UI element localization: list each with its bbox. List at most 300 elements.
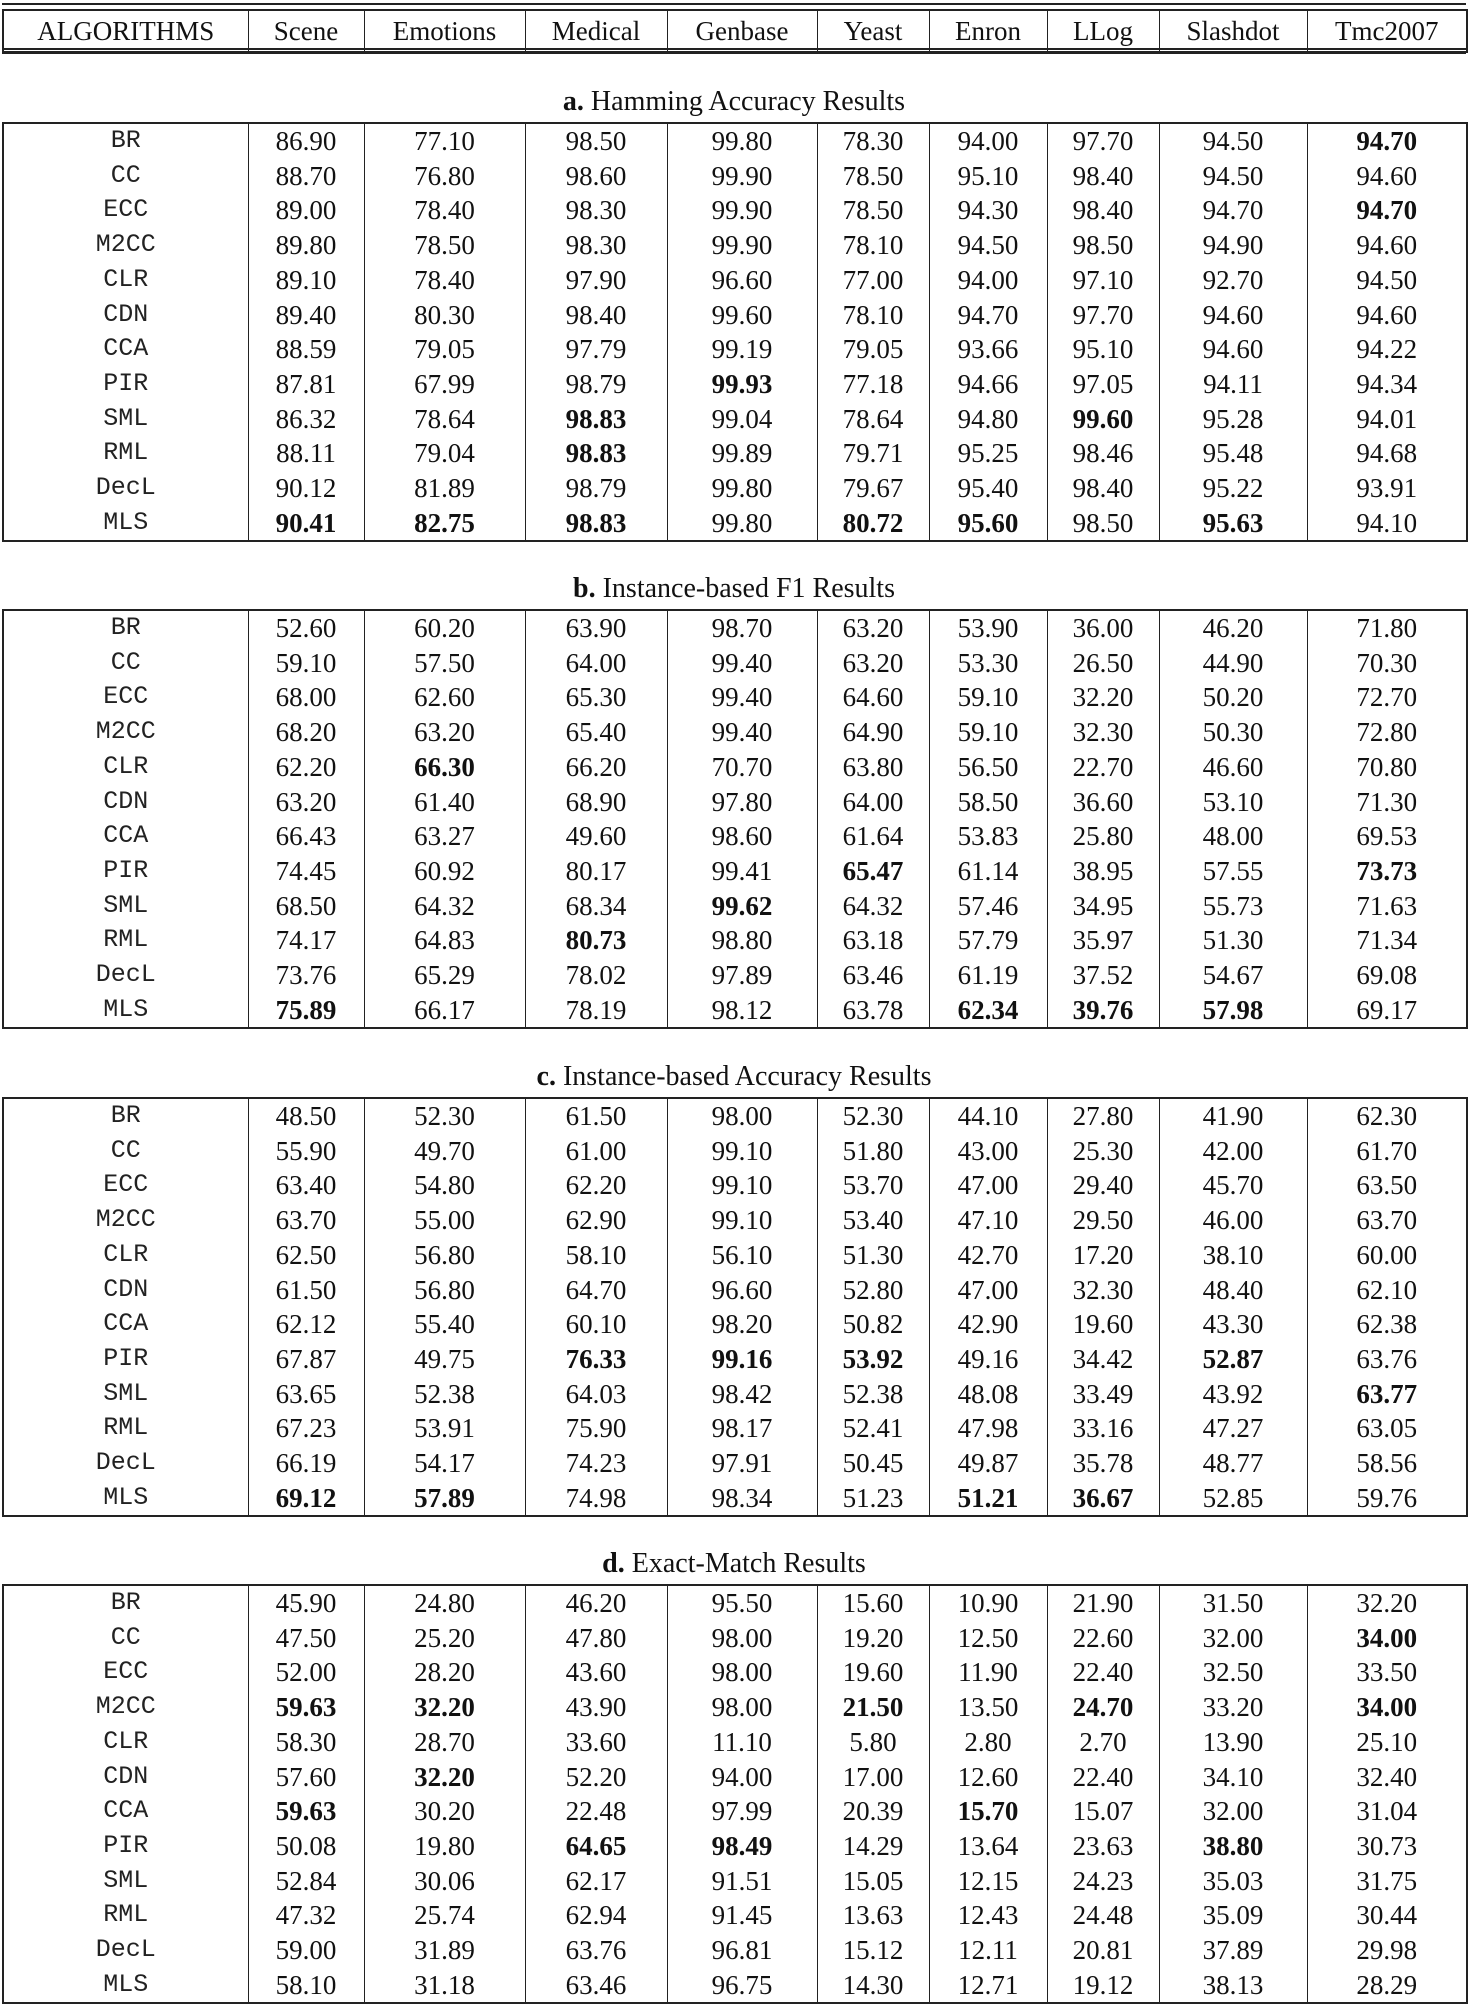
metric-cell: 96.81 xyxy=(667,1933,817,1968)
metric-cell: 68.90 xyxy=(525,785,667,820)
metric-cell: 67.23 xyxy=(248,1411,364,1446)
metric-cell: 64.70 xyxy=(525,1273,667,1308)
metric-cell: 63.27 xyxy=(364,819,525,854)
algorithm-name: RML xyxy=(3,1411,248,1446)
metric-cell: 52.38 xyxy=(817,1377,929,1412)
metric-cell: 76.33 xyxy=(525,1342,667,1377)
metric-cell: 63.90 xyxy=(525,610,667,646)
metric-cell: 94.70 xyxy=(1307,123,1467,159)
metric-cell: 99.80 xyxy=(667,123,817,159)
metric-cell: 78.10 xyxy=(817,228,929,263)
metric-cell: 31.04 xyxy=(1307,1794,1467,1829)
metric-cell: 70.30 xyxy=(1307,646,1467,681)
metric-cell: 43.92 xyxy=(1159,1377,1307,1412)
header-slashdot: Slashdot xyxy=(1159,10,1307,52)
header-algorithms: ALGORITHMS xyxy=(3,10,248,52)
metric-cell: 63.77 xyxy=(1307,1377,1467,1412)
metric-cell: 49.87 xyxy=(929,1446,1047,1481)
metric-cell: 97.89 xyxy=(667,958,817,993)
metric-cell: 63.70 xyxy=(248,1203,364,1238)
metric-cell: 98.83 xyxy=(525,506,667,542)
metric-cell: 62.38 xyxy=(1307,1307,1467,1342)
metric-cell: 88.11 xyxy=(248,436,364,471)
metric-cell: 50.20 xyxy=(1159,680,1307,715)
metric-cell: 43.90 xyxy=(525,1690,667,1725)
metric-cell: 78.02 xyxy=(525,958,667,993)
metric-cell: 94.01 xyxy=(1307,402,1467,437)
metric-cell: 57.89 xyxy=(364,1481,525,1517)
metric-cell: 94.60 xyxy=(1307,228,1467,263)
metric-cell: 15.60 xyxy=(817,1585,929,1621)
table-row xyxy=(3,1794,1467,1829)
metric-cell: 79.71 xyxy=(817,436,929,471)
section-letter: d. xyxy=(602,1548,625,1579)
algorithm-name: BR xyxy=(3,1098,248,1134)
metric-cell: 97.05 xyxy=(1047,367,1159,402)
header-genbase: Genbase xyxy=(667,10,817,52)
metric-cell: 94.50 xyxy=(1159,159,1307,194)
metric-cell: 62.12 xyxy=(248,1307,364,1342)
metric-cell: 52.84 xyxy=(248,1864,364,1899)
metric-cell: 53.92 xyxy=(817,1342,929,1377)
metric-cell: 13.50 xyxy=(929,1690,1047,1725)
metric-cell: 98.34 xyxy=(667,1481,817,1517)
table-row xyxy=(3,298,1467,333)
metric-cell: 89.00 xyxy=(248,193,364,228)
table-row xyxy=(3,193,1467,228)
metric-cell: 98.40 xyxy=(1047,193,1159,228)
metric-cell: 52.20 xyxy=(525,1760,667,1795)
metric-cell: 13.90 xyxy=(1159,1725,1307,1760)
metric-cell: 31.50 xyxy=(1159,1585,1307,1621)
algorithm-name: M2CC xyxy=(3,1203,248,1238)
metric-cell: 21.90 xyxy=(1047,1585,1159,1621)
metric-cell: 42.90 xyxy=(929,1307,1047,1342)
metric-cell: 32.40 xyxy=(1307,1760,1467,1795)
metric-cell: 34.42 xyxy=(1047,1342,1159,1377)
metric-cell: 91.51 xyxy=(667,1864,817,1899)
metric-cell: 15.07 xyxy=(1047,1794,1159,1829)
metric-cell: 46.00 xyxy=(1159,1203,1307,1238)
metric-cell: 64.60 xyxy=(817,680,929,715)
metric-cell: 94.50 xyxy=(1159,123,1307,159)
metric-cell: 89.10 xyxy=(248,263,364,298)
metric-cell: 19.12 xyxy=(1047,1968,1159,2004)
metric-cell: 71.80 xyxy=(1307,610,1467,646)
metric-cell: 12.43 xyxy=(929,1898,1047,1933)
metric-cell: 98.20 xyxy=(667,1307,817,1342)
metric-cell: 62.10 xyxy=(1307,1273,1467,1308)
metric-cell: 35.97 xyxy=(1047,923,1159,958)
table-row xyxy=(3,436,1467,471)
metric-cell: 17.00 xyxy=(817,1760,929,1795)
metric-cell: 46.20 xyxy=(525,1585,667,1621)
metric-cell: 63.50 xyxy=(1307,1168,1467,1203)
metric-cell: 13.64 xyxy=(929,1829,1047,1864)
table-row xyxy=(3,646,1467,681)
metric-cell: 94.34 xyxy=(1307,367,1467,402)
metric-cell: 63.20 xyxy=(817,610,929,646)
metric-cell: 58.10 xyxy=(248,1968,364,2004)
metric-cell: 47.00 xyxy=(929,1168,1047,1203)
algorithm-name: CC xyxy=(3,1134,248,1169)
table-row xyxy=(3,263,1467,298)
metric-cell: 21.50 xyxy=(817,1690,929,1725)
metric-cell: 15.70 xyxy=(929,1794,1047,1829)
metric-cell: 42.00 xyxy=(1159,1134,1307,1169)
metric-cell: 15.05 xyxy=(817,1864,929,1899)
metric-cell: 75.90 xyxy=(525,1411,667,1446)
header-scene: Scene xyxy=(248,10,364,52)
metric-cell: 55.00 xyxy=(364,1203,525,1238)
metric-cell: 98.00 xyxy=(667,1621,817,1656)
table-row xyxy=(3,1134,1467,1169)
section-title-d xyxy=(0,1548,1468,1580)
metric-cell: 25.30 xyxy=(1047,1134,1159,1169)
metric-cell: 98.46 xyxy=(1047,436,1159,471)
metric-cell: 96.60 xyxy=(667,1273,817,1308)
metric-cell: 61.14 xyxy=(929,854,1047,889)
metric-cell: 60.92 xyxy=(364,854,525,889)
section-letter: b. xyxy=(573,573,596,604)
metric-cell: 52.85 xyxy=(1159,1481,1307,1517)
metric-cell: 97.70 xyxy=(1047,298,1159,333)
metric-cell: 78.64 xyxy=(364,402,525,437)
metric-cell: 52.87 xyxy=(1159,1342,1307,1377)
metric-cell: 63.18 xyxy=(817,923,929,958)
table-row xyxy=(3,506,1467,542)
algorithm-name: BR xyxy=(3,610,248,646)
table-row xyxy=(3,1342,1467,1377)
metric-cell: 63.78 xyxy=(817,993,929,1029)
table-row xyxy=(3,1377,1467,1412)
metric-cell: 24.23 xyxy=(1047,1864,1159,1899)
algorithm-name: CDN xyxy=(3,785,248,820)
metric-cell: 11.90 xyxy=(929,1655,1047,1690)
metric-cell: 22.40 xyxy=(1047,1655,1159,1690)
metric-cell: 93.66 xyxy=(929,332,1047,367)
algorithm-name: ECC xyxy=(3,1655,248,1690)
metric-cell: 33.60 xyxy=(525,1725,667,1760)
metric-cell: 87.81 xyxy=(248,367,364,402)
metric-cell: 92.70 xyxy=(1159,263,1307,298)
metric-cell: 12.60 xyxy=(929,1760,1047,1795)
metric-cell: 24.70 xyxy=(1047,1690,1159,1725)
header-llog: LLog xyxy=(1047,10,1159,52)
metric-cell: 70.70 xyxy=(667,750,817,785)
metric-cell: 64.90 xyxy=(817,715,929,750)
table-row xyxy=(3,715,1467,750)
algorithm-name: CLR xyxy=(3,1725,248,1760)
metric-cell: 49.70 xyxy=(364,1134,525,1169)
metric-cell: 64.03 xyxy=(525,1377,667,1412)
algorithm-name: MLS xyxy=(3,993,248,1029)
metric-cell: 63.46 xyxy=(817,958,929,993)
metric-cell: 28.20 xyxy=(364,1655,525,1690)
metric-cell: 68.00 xyxy=(248,680,364,715)
metric-cell: 94.68 xyxy=(1307,436,1467,471)
metric-cell: 74.45 xyxy=(248,854,364,889)
metric-cell: 49.16 xyxy=(929,1342,1047,1377)
metric-cell: 30.73 xyxy=(1307,1829,1467,1864)
metric-cell: 94.30 xyxy=(929,193,1047,228)
metric-cell: 94.60 xyxy=(1307,159,1467,194)
metric-cell: 98.17 xyxy=(667,1411,817,1446)
metric-cell: 22.60 xyxy=(1047,1621,1159,1656)
top-rule xyxy=(2,3,1466,5)
metric-cell: 68.20 xyxy=(248,715,364,750)
column-header-table xyxy=(2,9,1468,53)
metric-cell: 69.12 xyxy=(248,1481,364,1517)
metric-cell: 20.81 xyxy=(1047,1933,1159,1968)
metric-cell: 69.17 xyxy=(1307,993,1467,1029)
metric-cell: 51.21 xyxy=(929,1481,1047,1517)
metric-cell: 55.40 xyxy=(364,1307,525,1342)
algorithm-name: PIR xyxy=(3,1342,248,1377)
metric-cell: 61.40 xyxy=(364,785,525,820)
algorithm-name: SML xyxy=(3,1377,248,1412)
metric-cell: 94.60 xyxy=(1307,298,1467,333)
metric-cell: 74.23 xyxy=(525,1446,667,1481)
metric-cell: 25.74 xyxy=(364,1898,525,1933)
metric-cell: 78.50 xyxy=(364,228,525,263)
metric-cell: 94.00 xyxy=(667,1760,817,1795)
table-row xyxy=(3,785,1467,820)
metric-cell: 55.90 xyxy=(248,1134,364,1169)
metric-cell: 55.73 xyxy=(1159,889,1307,924)
metric-cell: 79.67 xyxy=(817,471,929,506)
metric-cell: 90.12 xyxy=(248,471,364,506)
table-row xyxy=(3,1098,1467,1134)
metric-cell: 63.46 xyxy=(525,1968,667,2004)
metric-cell: 43.60 xyxy=(525,1655,667,1690)
algorithm-name: DecL xyxy=(3,958,248,993)
metric-cell: 99.41 xyxy=(667,854,817,889)
exact-match-table xyxy=(2,1584,1468,2004)
metric-cell: 95.60 xyxy=(929,506,1047,542)
metric-cell: 61.50 xyxy=(525,1098,667,1134)
table-row xyxy=(3,1655,1467,1690)
algorithm-name: M2CC xyxy=(3,1690,248,1725)
header-tmc2007: Tmc2007 xyxy=(1307,10,1467,52)
metric-cell: 78.40 xyxy=(364,193,525,228)
metric-cell: 97.10 xyxy=(1047,263,1159,298)
metric-cell: 58.30 xyxy=(248,1725,364,1760)
table-row xyxy=(3,923,1467,958)
table-row xyxy=(3,889,1467,924)
metric-cell: 45.70 xyxy=(1159,1168,1307,1203)
metric-cell: 48.40 xyxy=(1159,1273,1307,1308)
metric-cell: 24.48 xyxy=(1047,1898,1159,1933)
metric-cell: 51.30 xyxy=(817,1238,929,1273)
metric-cell: 31.18 xyxy=(364,1968,525,2004)
metric-cell: 77.10 xyxy=(364,123,525,159)
algorithm-name: CC xyxy=(3,159,248,194)
metric-cell: 29.40 xyxy=(1047,1168,1159,1203)
metric-cell: 31.75 xyxy=(1307,1864,1467,1899)
metric-cell: 19.60 xyxy=(817,1655,929,1690)
table-row xyxy=(3,610,1467,646)
algorithm-name: PIR xyxy=(3,854,248,889)
metric-cell: 56.80 xyxy=(364,1238,525,1273)
metric-cell: 32.50 xyxy=(1159,1655,1307,1690)
metric-cell: 88.70 xyxy=(248,159,364,194)
metric-cell: 79.04 xyxy=(364,436,525,471)
metric-cell: 10.90 xyxy=(929,1585,1047,1621)
metric-cell: 80.17 xyxy=(525,854,667,889)
header-emotions: Emotions xyxy=(364,10,525,52)
metric-cell: 63.76 xyxy=(525,1933,667,1968)
metric-cell: 60.20 xyxy=(364,610,525,646)
metric-cell: 61.64 xyxy=(817,819,929,854)
metric-cell: 36.67 xyxy=(1047,1481,1159,1517)
metric-cell: 95.40 xyxy=(929,471,1047,506)
metric-cell: 58.50 xyxy=(929,785,1047,820)
metric-cell: 53.70 xyxy=(817,1168,929,1203)
metric-cell: 63.20 xyxy=(364,715,525,750)
metric-cell: 78.40 xyxy=(364,263,525,298)
metric-cell: 48.00 xyxy=(1159,819,1307,854)
metric-cell: 99.90 xyxy=(667,159,817,194)
metric-cell: 61.00 xyxy=(525,1134,667,1169)
metric-cell: 97.99 xyxy=(667,1794,817,1829)
metric-cell: 78.50 xyxy=(817,193,929,228)
algorithm-name: CDN xyxy=(3,1760,248,1795)
metric-cell: 82.75 xyxy=(364,506,525,542)
metric-cell: 48.08 xyxy=(929,1377,1047,1412)
metric-cell: 29.98 xyxy=(1307,1933,1467,1968)
metric-cell: 22.40 xyxy=(1047,1760,1159,1795)
metric-cell: 99.60 xyxy=(667,298,817,333)
metric-cell: 98.83 xyxy=(525,436,667,471)
metric-cell: 57.60 xyxy=(248,1760,364,1795)
metric-cell: 68.50 xyxy=(248,889,364,924)
metric-cell: 51.30 xyxy=(1159,923,1307,958)
metric-cell: 98.50 xyxy=(1047,228,1159,263)
metric-cell: 2.70 xyxy=(1047,1725,1159,1760)
metric-cell: 25.80 xyxy=(1047,819,1159,854)
metric-cell: 98.42 xyxy=(667,1377,817,1412)
header-medical: Medical xyxy=(525,10,667,52)
metric-cell: 38.10 xyxy=(1159,1238,1307,1273)
metric-cell: 95.10 xyxy=(929,159,1047,194)
metric-cell: 71.63 xyxy=(1307,889,1467,924)
algorithm-name: CCA xyxy=(3,1794,248,1829)
table-row xyxy=(3,854,1467,889)
metric-cell: 65.29 xyxy=(364,958,525,993)
metric-cell: 47.32 xyxy=(248,1898,364,1933)
metric-cell: 60.10 xyxy=(525,1307,667,1342)
metric-cell: 53.91 xyxy=(364,1411,525,1446)
metric-cell: 33.16 xyxy=(1047,1411,1159,1446)
metric-cell: 47.50 xyxy=(248,1621,364,1656)
metric-cell: 97.90 xyxy=(525,263,667,298)
metric-cell: 46.60 xyxy=(1159,750,1307,785)
metric-cell: 77.18 xyxy=(817,367,929,402)
algorithm-name: CLR xyxy=(3,1238,248,1273)
metric-cell: 78.10 xyxy=(817,298,929,333)
metric-cell: 31.89 xyxy=(364,1933,525,1968)
metric-cell: 32.00 xyxy=(1159,1794,1307,1829)
table-row xyxy=(3,1829,1467,1864)
metric-cell: 61.50 xyxy=(248,1273,364,1308)
metric-cell: 32.20 xyxy=(364,1690,525,1725)
metric-cell: 97.80 xyxy=(667,785,817,820)
metric-cell: 30.20 xyxy=(364,1794,525,1829)
metric-cell: 99.10 xyxy=(667,1168,817,1203)
metric-cell: 68.34 xyxy=(525,889,667,924)
metric-cell: 57.46 xyxy=(929,889,1047,924)
algorithm-name: PIR xyxy=(3,1829,248,1864)
metric-cell: 44.10 xyxy=(929,1098,1047,1134)
metric-cell: 32.00 xyxy=(1159,1621,1307,1656)
algorithm-name: ECC xyxy=(3,193,248,228)
section-title-a xyxy=(0,86,1468,118)
metric-cell: 22.48 xyxy=(525,1794,667,1829)
metric-cell: 39.76 xyxy=(1047,993,1159,1029)
metric-cell: 19.60 xyxy=(1047,1307,1159,1342)
metric-cell: 98.60 xyxy=(667,819,817,854)
metric-cell: 62.90 xyxy=(525,1203,667,1238)
section-title-b xyxy=(0,573,1468,605)
metric-cell: 69.08 xyxy=(1307,958,1467,993)
algorithm-name: BR xyxy=(3,123,248,159)
metric-cell: 53.30 xyxy=(929,646,1047,681)
metric-cell: 97.70 xyxy=(1047,123,1159,159)
metric-cell: 99.90 xyxy=(667,193,817,228)
metric-cell: 79.05 xyxy=(817,332,929,367)
metric-cell: 53.10 xyxy=(1159,785,1307,820)
metric-cell: 25.10 xyxy=(1307,1725,1467,1760)
metric-cell: 17.20 xyxy=(1047,1238,1159,1273)
metric-cell: 38.80 xyxy=(1159,1829,1307,1864)
algorithm-name: CC xyxy=(3,1621,248,1656)
metric-cell: 30.06 xyxy=(364,1864,525,1899)
metric-cell: 99.40 xyxy=(667,646,817,681)
metric-cell: 52.60 xyxy=(248,610,364,646)
metric-cell: 29.50 xyxy=(1047,1203,1159,1238)
metric-cell: 98.00 xyxy=(667,1690,817,1725)
metric-cell: 97.79 xyxy=(525,332,667,367)
metric-cell: 34.10 xyxy=(1159,1760,1307,1795)
metric-cell: 35.78 xyxy=(1047,1446,1159,1481)
metric-cell: 51.80 xyxy=(817,1134,929,1169)
section-title-text: Exact-Match Results xyxy=(631,1548,866,1579)
metric-cell: 98.83 xyxy=(525,402,667,437)
metric-cell: 98.30 xyxy=(525,228,667,263)
table-row xyxy=(3,1168,1467,1203)
metric-cell: 35.09 xyxy=(1159,1898,1307,1933)
metric-cell: 94.80 xyxy=(929,402,1047,437)
metric-cell: 13.63 xyxy=(817,1898,929,1933)
metric-cell: 98.49 xyxy=(667,1829,817,1864)
metric-cell: 50.82 xyxy=(817,1307,929,1342)
metric-cell: 95.22 xyxy=(1159,471,1307,506)
table-row xyxy=(3,332,1467,367)
metric-cell: 98.60 xyxy=(525,159,667,194)
metric-cell: 30.44 xyxy=(1307,1898,1467,1933)
algorithm-name: CLR xyxy=(3,750,248,785)
header-enron: Enron xyxy=(929,10,1047,52)
metric-cell: 53.83 xyxy=(929,819,1047,854)
algorithm-name: PIR xyxy=(3,367,248,402)
metric-cell: 54.80 xyxy=(364,1168,525,1203)
metric-cell: 71.34 xyxy=(1307,923,1467,958)
metric-cell: 36.00 xyxy=(1047,610,1159,646)
metric-cell: 80.72 xyxy=(817,506,929,542)
metric-cell: 62.20 xyxy=(248,750,364,785)
metric-cell: 47.00 xyxy=(929,1273,1047,1308)
